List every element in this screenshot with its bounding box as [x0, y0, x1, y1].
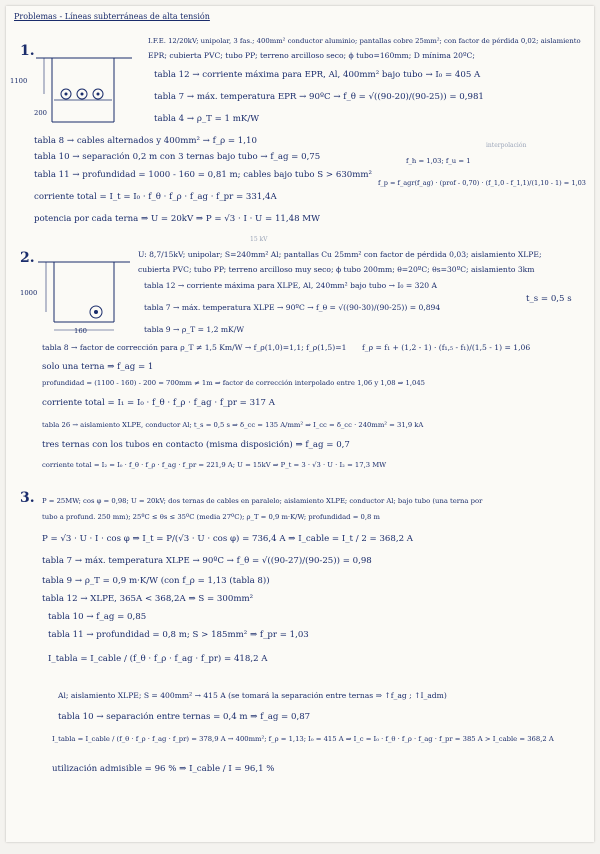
p2-line-13: tres ternas con los tubos en contacto (misma disposición) ⇒ f_ag = 0,7	[42, 440, 350, 450]
p3-line-4: tabla 7 → máx. temperatura XLPE → 90ºC → f_θ = √((90-27)/(90-25)) = 0,98	[42, 556, 372, 566]
p3-line-12: I_tabla = I_cable / (f_θ · f_ρ · f_ag · f_pr) = 378,9 A → 400mm²; f_ρ = 1,13; I₀ = 415 A ⇒ I_c = I₀ · f_θ · f_ρ · f_ag · f_pr = 385 A > I_cable = 368,2 A	[52, 735, 554, 743]
p2-line-10: profundidad = (1100 - 160) - 200 = 700mm ≠ 1m ⇒ factor de corrección interpolado entre 1,06 y 1,08 ⇒ 1,045	[42, 379, 425, 387]
p1-line-3: tabla 12 → corriente máxima para EPR, Al, 400mm² bajo tubo → I₀ = 405 A	[154, 70, 481, 80]
p1-line-2: EPR; cubierta PVC; tubo PP; terreno arcilloso seco; ϕ tubo=160mm; D mínima 20ºC;	[148, 51, 475, 60]
p2-line-3: tabla 12 → corriente máxima para XLPE, Al, 240mm² bajo tubo → I₀ = 320 A	[144, 281, 438, 290]
p3-line-1: P = 25MW; cos φ = 0,98; U = 20kV; dos ternas de cables en paralelo; aislamiento XLPE; conductor Al; bajo tubo (una terna por	[42, 497, 483, 505]
p1-line-7: tabla 10 → separación 0,2 m con 3 ternas bajo tubo → f_ag = 0,75	[34, 152, 321, 162]
p3-line-6: tabla 12 → XLPE, 365A < 368,2A ⇒ S = 300mm²	[42, 594, 254, 604]
p2-line-7: tabla 8 → factor de corrección para ρ_T ≠ 1,5 Km/W → f_ρ(1,0)=1,1; f_ρ(1,5)=1	[42, 343, 347, 352]
p2-line-6: tabla 9 → ρ_T = 1,2 mK/W	[144, 325, 245, 334]
p3-line-10: Al; aislamiento XLPE; S = 400mm² → 415 A (se tomará la separación entre ternas ⇒ ↑f_ag ; ↑I_adm)	[58, 691, 447, 700]
p3-line-8: tabla 11 → profundidad = 0,8 m; S > 185mm² ⇒ f_pr = 1,03	[48, 630, 309, 640]
problem-1-depth-label: 1100	[10, 77, 28, 85]
problem-1-width-label: 200	[34, 109, 47, 117]
p1-annotation: interpolación	[486, 142, 527, 149]
p2-line-14: corriente total = I₂ = I₀ · f_θ · f_ρ · f_ag · f_pr = 221,9 A; U = 15kV ⇒ P_t = 3 · √3 · U · I₂ = 17,3 MW	[42, 461, 387, 469]
p3-line-9: I_tabla = I_cable / (f_θ · f_ρ · f_ag · f_pr) = 418,2 A	[48, 654, 268, 664]
p1-line-4: tabla 7 → máx. temperatura EPR → 90ºC → f_θ = √((90-20)/(90-25)) = 0,981	[154, 92, 484, 102]
page-title: Problemas - Líneas subterráneas de alta tensión	[14, 12, 210, 21]
p3-line-2: tubo a profund. 250 mm); 25ºC ≤ θs ≤ 35ºC (media 27ºC); ρ_T = 0,9 m·K/W; profundidad = 0,8 m	[42, 513, 380, 521]
p2-line-4: t_s = 0,5 s	[526, 294, 572, 304]
p1-line-8: tabla 11 → profundidad = 1000 - 160 = 0,81 m; cables bajo tubo S > 630mm²	[34, 170, 373, 180]
p2-line-5: tabla 7 → máx. temperatura XLPE → 90ºC → f_θ = √((90-30)/(90-25)) = 0,894	[144, 303, 441, 312]
problem-2-trench-diagram	[36, 256, 132, 336]
p2-line-1: U: 8,7/15kV; unipolar; S=240mm² Al; pantallas Cu 25mm² con factor de pérdida 0,03; aislamiento XLPE;	[138, 250, 542, 259]
p1-line-6: tabla 8 → cables alternados y 400mm² → f_ρ = 1,10	[34, 136, 257, 146]
p2-line-9: solo una terna ⇒ f_ag = 1	[42, 362, 154, 372]
p2-line-8: f_ρ = f₁ + (1,2 - 1) · (f₁,₅ - f₁)/(1,5 - 1) = 1,06	[362, 343, 531, 352]
problem-2-number: 2.	[20, 250, 35, 266]
problem-3-number: 3.	[20, 490, 35, 506]
problem-1-number: 1.	[20, 43, 35, 59]
p1-line-11: corriente total = I_t = I₀ · f_θ · f_ρ · f_ag · f_pr = 331,4A	[34, 192, 277, 202]
problem-2-depth-label: 1000	[20, 289, 38, 297]
handwritten-page	[6, 6, 594, 842]
p2-annotation: 15 kV	[250, 236, 268, 243]
p1-line-12: potencia por cada terna ⇒ U = 20kV ⇒ P = √3 · I · U = 11,48 MW	[34, 214, 320, 224]
p2-line-11: corriente total = I₁ = I₀ · f_θ · f_ρ · f_ag · f_pr = 317 A	[42, 398, 275, 408]
p1-line-10: f_p = f_agr(f_ag) · (prof - 0,70) · (f_1,0 - f_1,1)/(1,10 - 1) = 1,03	[378, 179, 586, 187]
p2-line-12: tabla 26 → aislamiento XLPE, conductor Al; t_s = 0,5 s ⇒ δ_cc = 135 A/mm² ⇒ I_cc = δ_cc · 240mm² = 31,9 kA	[42, 421, 424, 429]
p1-line-1: I.F.E. 12/20kV; unipolar, 3 fas.; 400mm² conductor aluminio; pantallas cobre 25mm²; con factor de pérdida 0,02; aislamiento	[148, 37, 581, 45]
p2-line-2: cubierta PVC; tubo PP; terreno arcilloso muy seco; ϕ tubo 200mm; θ=20ºC; θs=30ºC; aislamiento 3km	[138, 265, 535, 274]
problem-2-width-label: 160	[74, 327, 87, 335]
p3-line-13: utilización admisible = 96 % ⇒ I_cable / I = 96,1 %	[52, 764, 275, 774]
p1-line-5: tabla 4 → ρ_T = 1 mK/W	[154, 114, 260, 124]
p3-line-7: tabla 10 → f_ag = 0,85	[48, 612, 147, 622]
p3-line-3: P = √3 · U · I · cos φ ⇒ I_t = P/(√3 · U · cos φ) = 736,4 A ⇒ I_cable = I_t / 2 = 368,2 A	[42, 534, 414, 544]
p3-line-11: tabla 10 → separación entre ternas = 0,4 m ⇒ f_ag = 0,87	[58, 712, 311, 722]
p1-line-9: f_h = 1,03; f_u = 1	[406, 157, 471, 165]
p3-line-5: tabla 9 → ρ_T = 0,9 m·K/W (con f_ρ = 1,13 (tabla 8))	[42, 576, 270, 586]
